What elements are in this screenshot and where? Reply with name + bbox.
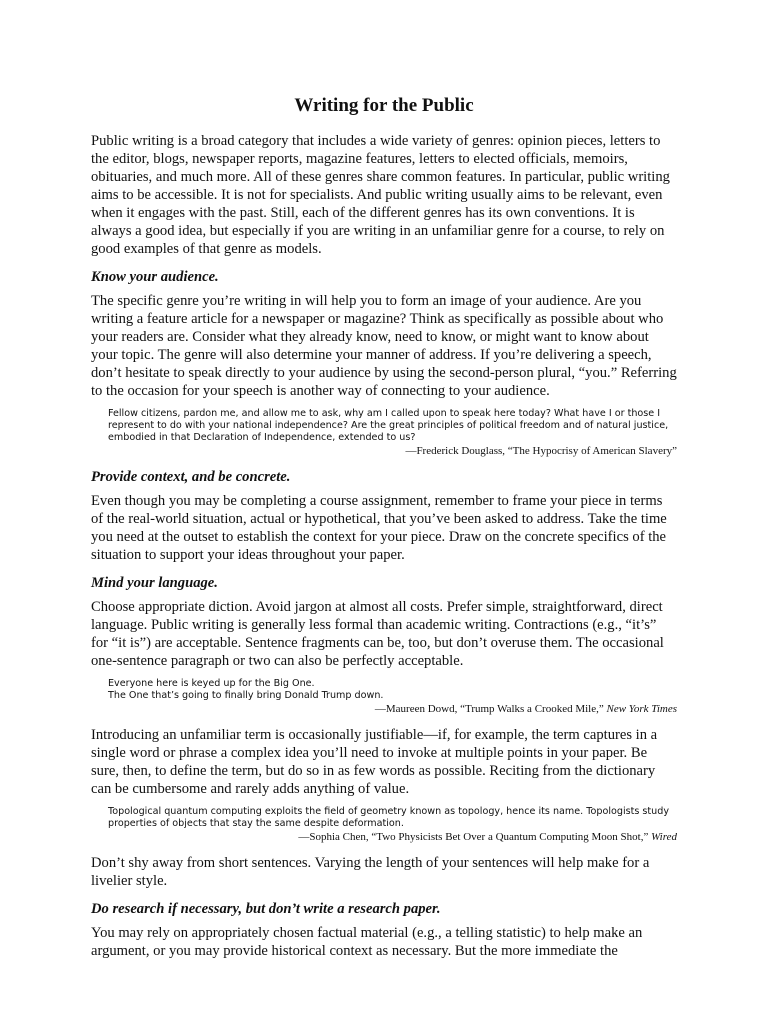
douglass-quote — [108, 408, 677, 458]
attribution-source: Wired — [651, 831, 677, 843]
quote-attribution — [108, 702, 677, 716]
context-paragraph: Even though you may be completing a course assignment, remember to frame your piece in terms of the real-world situation, actual or hypothetical, that you’ve been asked to address. Take the time you need at the outset to establish the context for your piece. Draw on the concrete specifics of the situation to support your ideas throughout your paper. — [91, 493, 667, 563]
page-title: Writing for the Public — [294, 95, 474, 116]
quote-text: Topological quantum computing exploits the field of geometry known as topology, hence its name. Topologists study properties of objects that stay the same despite deformation. — [108, 806, 670, 829]
quote-line-2: The One that’s going to finally bring Donald Trump down. — [108, 690, 384, 701]
quote-line-1: Everyone here is keyed up for the Big One. — [108, 678, 315, 689]
language-paragraph: Choose appropriate diction. Avoid jargon at almost all costs. Prefer simple, straightforward, direct language. Public writing is generally less formal than academic writing. Contractions (e.g., “it’s” for “it is”) are acceptable. Sentence fragments can be, too, but don’t overuse them. The occasional one-sentence paragraph or two can also be perfectly acceptable. — [91, 599, 664, 669]
section-heading-research: Do research if necessary, but don’t write a research paper. — [91, 901, 441, 917]
short-sentences-paragraph: Don’t shy away from short sentences. Varying the length of your sentences will help make for a livelier style. — [91, 855, 650, 889]
attribution-source: New York Times — [606, 703, 677, 715]
section-heading-language: Mind your language. — [91, 575, 218, 591]
attribution-author: —Maureen Dowd, “Trump Walks a Crooked Mile,” — [374, 703, 607, 715]
quote-attribution — [108, 830, 677, 844]
section-heading-audience: Know your audience. — [91, 269, 219, 285]
research-paragraph: You may rely on appropriately chosen factual material (e.g., a telling statistic) to help make an argument, or you may provide historical context as necessary. But the more immediate the — [91, 925, 643, 959]
intro-paragraph: Public writing is a broad category that includes a wide variety of genres: opinion pieces, letters to the editor, blogs, newspaper reports, magazine features, letters to elected officials, memoirs, obituaries, and much more. All of these genres share common features. In particular, public writing aims to be accessible. It is not for specialists. And public writing usually aims to be relevant, even when it engages with the past. Still, each of the different genres has its own conventions. It is always a good idea, but especially if you are writing in an unfamiliar genre for a course, to rely on good examples of that genre as models. — [91, 133, 670, 257]
audience-paragraph: The specific genre you’re writing in will help you to form an image of your audience. Are you writing a feature article for a newspaper or magazine? Think as specifically as possible about who your readers are. Consider what they already know, need to know, or might want to know about your topic. The genre will also determine your manner of address. If you’re delivering a speech, don’t hesitate to speak directly to your audience by using the second-person plural, “you.” Referring to the occasion for your speech is another way of connecting to your audience. — [91, 293, 677, 399]
dowd-quote — [108, 678, 677, 716]
chen-quote — [108, 806, 677, 844]
unfamiliar-term-paragraph: Introducing an unfamiliar term is occasionally justifiable—if, for example, the term captures in a single word or phrase a complex idea you’ll need to invoke at multiple points in your paper. Be sure, then, to define the term, but do so in as few words as possible. Reciting from the dictionary can be cumbersome and rarely adds anything of value. — [91, 727, 658, 797]
document-body — [91, 132, 677, 970]
quote-text: Fellow citizens, pardon me, and allow me to ask, why am I called upon to speak here today? What have I or those I represent to do with your national independence? Are the great principles of political freedom and of natural justice, embodied in that Declaration of Independence, extended to us? — [108, 408, 669, 443]
attribution-author: —Sophia Chen, “Two Physicists Bet Over a Quantum Computing Moon Shot,” — [298, 831, 652, 843]
quote-attribution: —Frederick Douglass, “The Hypocrisy of American Slavery” — [405, 445, 677, 457]
section-heading-context: Provide context, and be concrete. — [91, 469, 291, 485]
